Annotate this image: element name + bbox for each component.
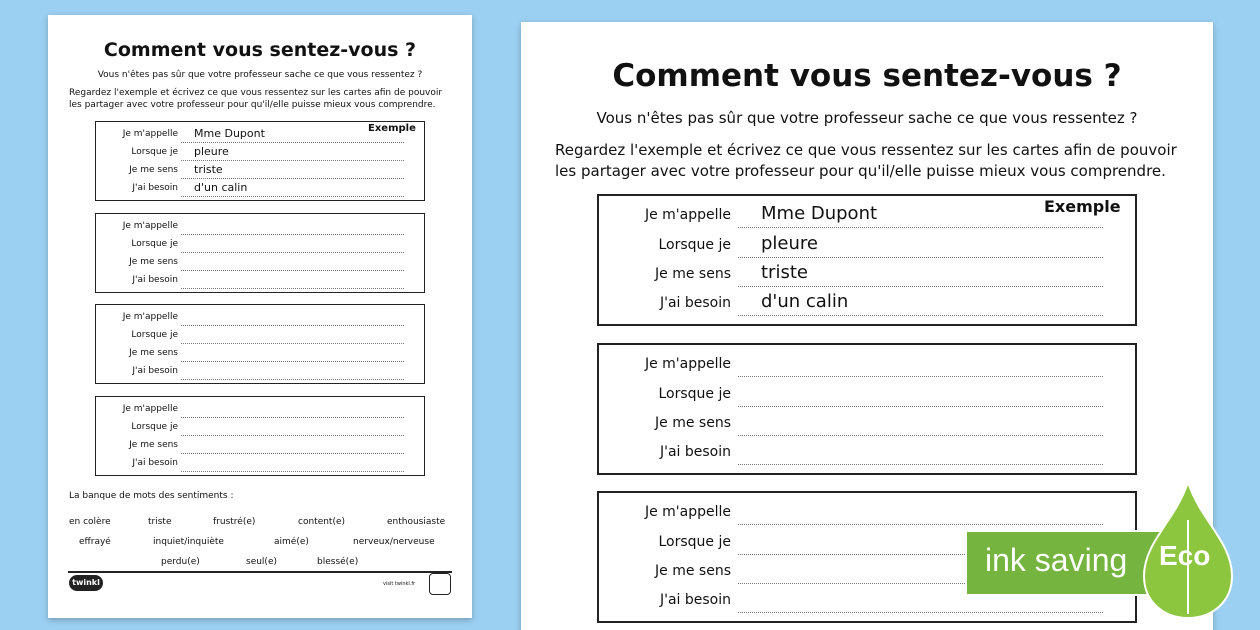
label-name: Je m'appelle	[122, 312, 178, 322]
blank-card	[95, 304, 425, 384]
footer-url: visit twinkl.fr	[383, 581, 416, 587]
answer-line[interactable]	[181, 234, 404, 235]
example-need-value: d'un calin	[194, 181, 248, 194]
example-when-value: pleure	[194, 145, 229, 158]
word-bank-item: aimé(e)	[274, 537, 309, 547]
answer-line	[181, 160, 404, 161]
label-feel: Je me sens	[129, 165, 178, 175]
label-feel: Je me sens	[129, 257, 178, 267]
word-bank-item: content(e)	[298, 517, 346, 527]
quality-seal-icon	[429, 573, 451, 595]
word-bank-item: enthousiaste	[387, 517, 446, 527]
answer-line	[181, 142, 404, 143]
word-bank-item: blessé(e)	[317, 557, 359, 567]
example-tag: Exemple	[368, 123, 416, 134]
word-bank-item: inquiet/inquiète	[153, 537, 224, 547]
word-bank-item: nerveux/nerveuse	[353, 537, 435, 547]
answer-line[interactable]	[181, 288, 404, 289]
answer-line[interactable]	[181, 379, 404, 380]
answer-line[interactable]	[181, 417, 404, 418]
answer-line[interactable]	[181, 270, 404, 271]
example-when-value: pleure	[761, 233, 818, 254]
label-name: Je m'appelle	[122, 404, 178, 414]
example-feel-value: triste	[194, 163, 223, 176]
label-when: Lorsque je	[658, 534, 731, 550]
footer-divider	[68, 571, 452, 573]
example-tag: Exemple	[1044, 197, 1121, 216]
answer-line[interactable]	[738, 406, 1103, 407]
eco-label: Eco	[1159, 540, 1211, 571]
word-bank-item: frustré(e)	[213, 517, 256, 527]
word-bank-item: seul(e)	[246, 557, 277, 567]
blank-card	[95, 213, 425, 293]
twinkl-logo: twinkl	[69, 575, 103, 591]
word-bank-item: effrayé	[79, 537, 111, 547]
label-when: Lorsque je	[131, 239, 178, 249]
label-need: J'ai besoin	[132, 366, 178, 376]
label-name: Je m'appelle	[122, 129, 178, 139]
instructions-line-1: Regardez l'exemple et écrivez ce que vous ressentez sur les cartes afin de pouvoir	[555, 141, 1177, 159]
word-bank-title: La banque de mots des sentiments :	[69, 491, 234, 501]
label-need: J'ai besoin	[132, 183, 178, 193]
label-name: Je m'appelle	[644, 207, 731, 223]
label-feel: Je me sens	[655, 563, 731, 579]
label-when: Lorsque je	[658, 386, 731, 402]
label-name: Je m'appelle	[644, 356, 731, 372]
label-need: J'ai besoin	[659, 444, 731, 460]
label-when: Lorsque je	[131, 330, 178, 340]
answer-line[interactable]	[738, 376, 1103, 377]
answer-line[interactable]	[738, 464, 1103, 465]
label-need: J'ai besoin	[659, 295, 731, 311]
example-feel-value: triste	[761, 262, 808, 283]
label-feel: Je me sens	[129, 440, 178, 450]
word-bank-item: perdu(e)	[161, 557, 200, 567]
page-title: Comment vous sentez-vous ?	[612, 58, 1122, 94]
answer-line	[738, 227, 1103, 228]
example-need-value: d'un calin	[761, 291, 849, 312]
page-title: Comment vous sentez-vous ?	[103, 39, 417, 61]
worksheet-thumbnail	[48, 15, 472, 618]
example-card	[95, 121, 425, 201]
example-name-value: Mme Dupont	[761, 203, 878, 224]
blank-card	[597, 343, 1137, 475]
example-name-value: Mme Dupont	[194, 127, 265, 140]
answer-line	[181, 178, 404, 179]
label-feel: Je me sens	[655, 415, 731, 431]
label-feel: Je me sens	[655, 266, 731, 282]
instructions-line-1: Regardez l'exemple et écrivez ce que vous ressentez sur les cartes afin de pouvoir	[69, 88, 443, 98]
word-bank-item: triste	[148, 517, 172, 527]
answer-line	[738, 257, 1103, 258]
answer-line[interactable]	[181, 325, 404, 326]
label-name: Je m'appelle	[122, 221, 178, 231]
subtitle: Vous n'êtes pas sûr que votre professeur sache ce que vous ressentez ?	[596, 109, 1138, 127]
answer-line[interactable]	[181, 361, 404, 362]
label-need: J'ai besoin	[132, 458, 178, 468]
answer-line[interactable]	[738, 435, 1103, 436]
ink-saving-label: ink saving	[985, 542, 1128, 578]
answer-line[interactable]	[181, 471, 404, 472]
label-name: Je m'appelle	[644, 504, 731, 520]
answer-line[interactable]	[181, 435, 404, 436]
answer-line	[738, 315, 1103, 316]
instructions-line-2: les partager avec votre professeur pour qu'il/elle puisse mieux vous comprendre.	[69, 100, 436, 110]
answer-line[interactable]	[181, 343, 404, 344]
label-when: Lorsque je	[131, 147, 178, 157]
instructions-line-2: les partager avec votre professeur pour qu'il/elle puisse mieux vous comprendre.	[555, 162, 1166, 180]
word-bank-item: en colère	[69, 517, 111, 527]
label-when: Lorsque je	[658, 237, 731, 253]
answer-line[interactable]	[738, 524, 1103, 525]
subtitle: Vous n'êtes pas sûr que votre professeur sache ce que vous ressentez ?	[97, 70, 423, 80]
answer-line[interactable]	[738, 612, 1103, 613]
label-need: J'ai besoin	[132, 275, 178, 285]
label-when: Lorsque je	[131, 422, 178, 432]
answer-line	[738, 286, 1103, 287]
answer-line	[181, 196, 404, 197]
example-card	[597, 194, 1137, 326]
answer-line[interactable]	[181, 453, 404, 454]
label-feel: Je me sens	[129, 348, 178, 358]
label-need: J'ai besoin	[659, 592, 731, 608]
blank-card	[95, 396, 425, 476]
answer-line[interactable]	[181, 252, 404, 253]
